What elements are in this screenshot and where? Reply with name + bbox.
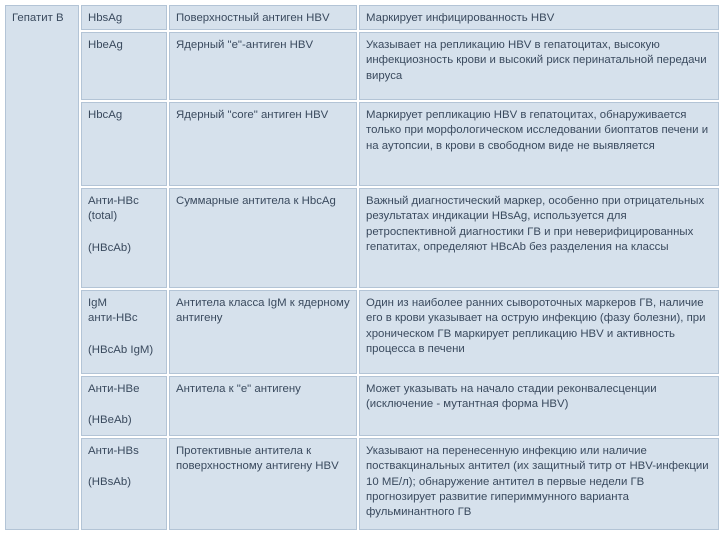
marker-abbreviation: (HBsAb) (88, 476, 132, 489)
marker-cell (81, 376, 167, 436)
hepatitis-b-markers-table (3, 3, 720, 532)
marker-abbreviation: (HBcAb IgM) (88, 343, 154, 356)
marker-cell (81, 102, 167, 186)
marker-abbreviation: (HBcAb) (88, 241, 132, 254)
marker-cell (81, 290, 167, 374)
table-row (5, 5, 719, 30)
description-cell: Маркирует репликацию HBV в гепатоцитах, обнаруживается только при морфологическом исследовании биоптатов печени и на аутопсии, в крови в свободном виде не выявляется (359, 102, 719, 186)
marker-label: IgM (88, 297, 107, 310)
disease-cell: Гепатит В (5, 5, 79, 530)
table-row (5, 102, 719, 186)
antigen-name-cell: Ядерный "е"-антиген HBV (169, 32, 357, 100)
antigen-name-cell: Ядерный "core" антиген HBV (169, 102, 357, 186)
marker-cell (81, 188, 167, 288)
table-row (5, 438, 719, 530)
description-cell: Один из наиболее ранних сывороточных маркеров ГВ, наличие его в крови указывает на острую инфекцию (фазу болезни), при хроническом ГВ маркирует репликацию HBV и активность процесса в печени (359, 290, 719, 374)
marker-label: Анти-HBs (88, 445, 139, 458)
table-row (5, 32, 719, 100)
description-cell: Маркирует инфицированность HBV (359, 5, 719, 30)
marker-label: анти-HBc (88, 312, 138, 325)
marker-label: HbsAg (88, 12, 123, 24)
antigen-name-cell: Протективные антитела к поверхностному антигену HBV (169, 438, 357, 530)
table-row (5, 188, 719, 288)
antigen-name-cell: Поверхностный антиген HBV (169, 5, 357, 30)
description-cell: Указывают на перенесенную инфекцию или наличие поствакцинальных антител (их защитный титр от HBV-инфекции 10 МЕ/л); обнаружение антител в первые недели ГВ прогнозирует развитие гипериммунного варианта фульминантного ГВ (359, 438, 719, 530)
marker-cell (81, 32, 167, 100)
description-cell: Важный диагностический маркер, особенно при отрицательных результатах индикации HBsAg, используется для ретроспективной диагностики ГВ и при неверифицированных гепатитах, определяют HBcAb без разделения на классы (359, 188, 719, 288)
marker-label: HbcAg (88, 109, 123, 122)
marker-label: Анти-HBc (88, 195, 139, 208)
marker-label: (total) (88, 210, 118, 223)
table-row (5, 290, 719, 374)
marker-cell (81, 5, 167, 30)
table-row (5, 376, 719, 436)
description-cell: Указывает на репликацию HBV в гепатоцитах, высокую инфекциозность крови и высокий риск перинатальной передачи вируса (359, 32, 719, 100)
marker-label: Анти-HBe (88, 383, 140, 396)
marker-label: HbeAg (88, 39, 123, 52)
antigen-name-cell: Суммарные антитела к HbcAg (169, 188, 357, 288)
marker-cell (81, 438, 167, 530)
description-cell: Может указывать на начало стадии реконвалесценции (исключение - мутантная форма HBV) (359, 376, 719, 436)
antigen-name-cell: Антитела к "е" антигену (169, 376, 357, 436)
marker-abbreviation: (HBeAb) (88, 414, 132, 427)
antigen-name-cell: Антитела класса IgM к ядерному антигену (169, 290, 357, 374)
